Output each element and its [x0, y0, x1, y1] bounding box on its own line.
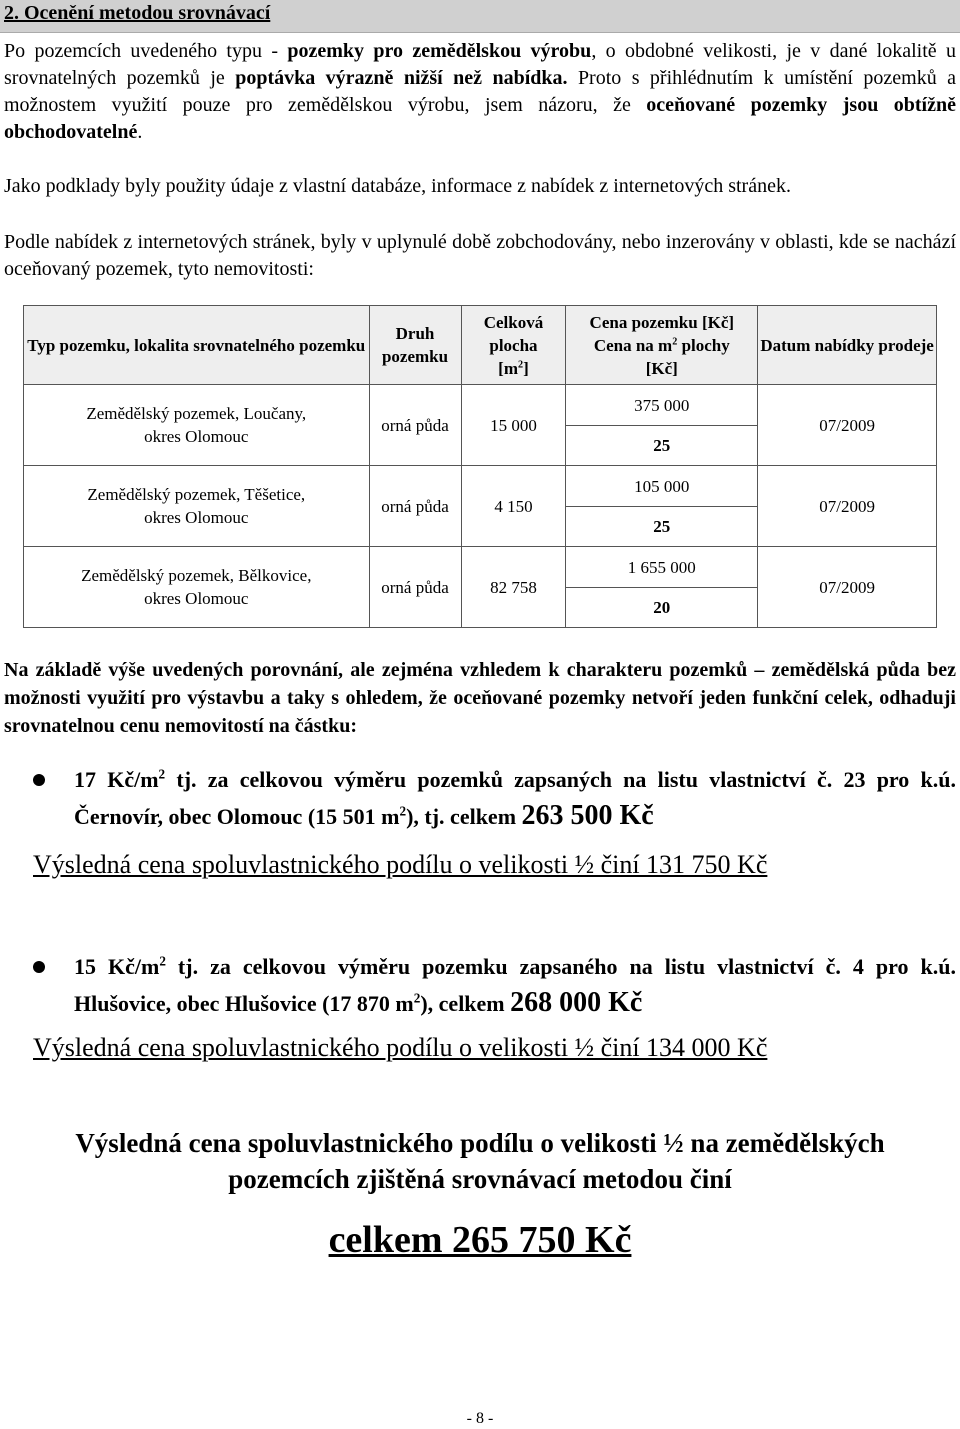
- item-amount: 268 000 Kč: [510, 987, 643, 1018]
- header-text: Cena na m: [593, 335, 673, 355]
- cell-price: 105 000: [566, 466, 757, 507]
- header-plocha: [461, 306, 566, 385]
- text: Proto s přihlédnutím k umístění pozemků a možnostem využití pouze pro zemědělskou výrobu, jsem názoru, že: [4, 67, 956, 116]
- paragraph-market: [4, 38, 956, 146]
- text: , o obdobné velikosti, je v dané lokalitě u srovnatelných pozemků je: [4, 40, 957, 89]
- header-typ: Typ pozemku, lokalita srovnatelného pozemku: [24, 306, 370, 385]
- cell-price-per-m2: 20: [653, 598, 671, 617]
- header-text: ]: [523, 358, 529, 378]
- header-druh: Druh pozemku: [369, 306, 461, 385]
- cell-price: 375 000: [566, 385, 757, 426]
- result-line-1: Výsledná cena spoluvlastnického podílu o velikosti ½ činí 131 750 Kč: [33, 850, 768, 879]
- cell-text: Zemědělský pozemek, Těšetice,: [87, 485, 306, 504]
- valuation-item-1: [74, 762, 956, 835]
- header-text: Cena pozemku [Kč]: [589, 312, 735, 332]
- cell-text: Zemědělský pozemek, Loučany,: [86, 404, 307, 423]
- final-total: celkem 265 750 Kč: [328, 1219, 632, 1261]
- comparison-table: [23, 305, 937, 628]
- text: Po pozemcích uvedeného typu -: [4, 40, 288, 62]
- cell-text: okres Olomouc: [144, 508, 249, 527]
- cell-price-per-m2: 25: [653, 436, 671, 455]
- superscript: 2: [672, 335, 678, 347]
- cell-druh: orná půda: [369, 466, 461, 547]
- cell-price-per-m2: 25: [653, 517, 671, 536]
- item-amount: 263 500 Kč: [521, 800, 654, 831]
- cell-typ: [24, 385, 370, 466]
- page-number: - 8 -: [466, 1410, 494, 1427]
- paragraph-offers: Podle nabídek z internetových stránek, byly v uplynulé době zobchodovány, nebo inzerovány v oblasti, kde se nachází oceňovaný pozemek, tyto nemovitosti:: [4, 231, 956, 280]
- cell-typ: [24, 466, 370, 547]
- cell-text: okres Olomouc: [144, 589, 249, 608]
- item-text: ), tj. celkem: [406, 804, 522, 829]
- superscript: 2: [413, 990, 421, 1006]
- cell-plocha: 82 758: [461, 547, 566, 628]
- item-text: 17 Kč/m: [74, 767, 159, 792]
- conclusion-paragraph: Na základě výše uvedených porovnání, ale zejména vzhledem k charakteru pozemků – zemědělská půda bez možnosti využití pro výstavbu a taky s ohledem, že oceňované pozemky netvoří jeden funkční celek, odhaduji srovnatelnou cenu nemovitostí na částku:: [4, 659, 956, 737]
- bullet-icon: [33, 961, 45, 973]
- table-row: [24, 385, 937, 466]
- table-row: [24, 547, 937, 628]
- cell-typ: [24, 547, 370, 628]
- superscript: 2: [517, 358, 524, 370]
- cell-text: Zemědělský pozemek, Bělkovice,: [81, 566, 312, 585]
- table-header-row: [24, 306, 937, 385]
- section-heading-bar: [0, 0, 960, 33]
- cell-cena: [566, 466, 758, 547]
- cell-cena: [566, 385, 758, 466]
- superscript: 2: [159, 953, 166, 969]
- header-text: [Kč]: [645, 358, 678, 378]
- bullet-icon: [33, 774, 45, 786]
- result-line-2: Výsledná cena spoluvlastnického podílu o velikosti ½ činí 134 000 Kč: [33, 1033, 768, 1062]
- item-text: tj. za celkovou výměru pozemků zapsaných na listu vlastnictví č. 23 pro k.ú. Černovír, obec Olomouc (15 501 m: [74, 767, 956, 829]
- header-cena: [566, 306, 758, 385]
- cell-cena: [566, 547, 758, 628]
- header-text: Celková plocha: [483, 312, 544, 355]
- cell-text: okres Olomouc: [144, 427, 249, 446]
- cell-datum: 07/2009: [758, 385, 937, 466]
- cell-datum: 07/2009: [758, 466, 937, 547]
- item-text: tj. za celkovou výměru pozemku zapsaného na listu vlastnictví č. 4 pro k.ú. Hlušovice, obec Hlušovice (17 870 m: [74, 954, 956, 1016]
- header-datum: Datum nabídky prodeje: [758, 306, 937, 385]
- section-heading: 2. Ocenění metodou srovnávací: [4, 2, 271, 24]
- emphasis: poptávka výrazně nižší než nabídka.: [235, 67, 568, 89]
- cell-druh: orná půda: [369, 547, 461, 628]
- cell-plocha: 4 150: [461, 466, 566, 547]
- header-text: [m: [498, 358, 518, 378]
- valuation-item-2: [74, 949, 956, 1022]
- cell-datum: 07/2009: [758, 547, 937, 628]
- paragraph-sources: Jako podklady byly použity údaje z vlastní databáze, informace z nabídek z internetových stránek.: [4, 175, 791, 197]
- superscript: 2: [158, 766, 166, 782]
- item-text: ), celkem: [420, 991, 511, 1016]
- text: .: [137, 121, 143, 143]
- final-statement-line-1: Výsledná cena spoluvlastnického podílu o velikosti ½ na zemědělských: [75, 1128, 885, 1158]
- table-row: [24, 466, 937, 547]
- emphasis: oceňované pozemky jsou obtížně obchodovatelné: [4, 94, 956, 143]
- cell-plocha: 15 000: [461, 385, 566, 466]
- cell-price: 1 655 000: [566, 547, 757, 588]
- cell-druh: orná půda: [369, 385, 461, 466]
- item-text: 15 Kč/m: [74, 954, 160, 979]
- superscript: 2: [399, 803, 407, 819]
- final-statement-line-2: pozemcích zjištěná srovnávací metodou činí: [228, 1164, 732, 1194]
- emphasis: pozemky pro zemědělskou výrobu: [287, 40, 592, 62]
- header-text: plochy: [677, 335, 730, 355]
